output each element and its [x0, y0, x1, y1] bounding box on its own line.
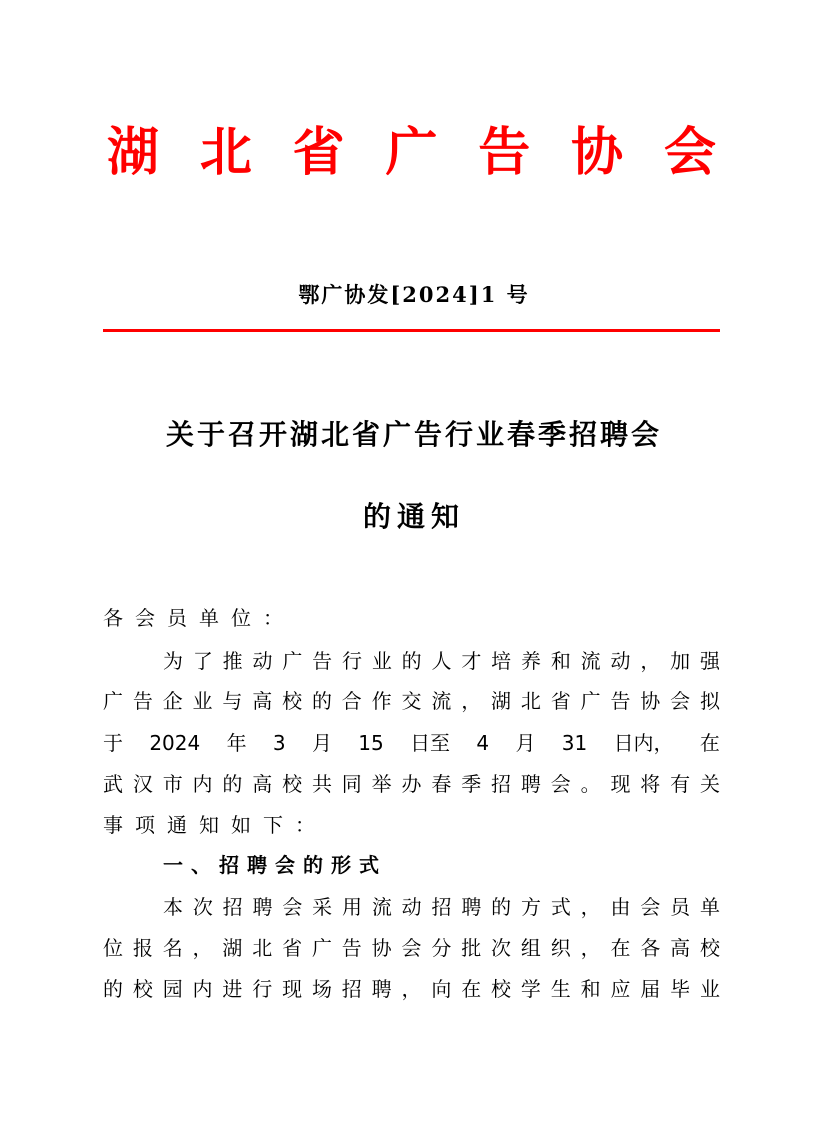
letterhead-char: 省: [292, 122, 345, 183]
letterhead-char: 告: [478, 122, 531, 183]
text-token: 日至: [410, 731, 451, 755]
document-title-line-1: 关于召开湖北省广告行业春季招聘会: [165, 418, 662, 451]
letterhead-char: 广: [385, 122, 438, 183]
text-token: 于: [103, 731, 123, 755]
letterhead-char: 湖: [106, 122, 159, 183]
paragraph-line: 广告企业与高校的合作交流，湖北省广告协会拟: [103, 689, 720, 713]
text-token: 日内，: [613, 731, 674, 755]
text-token: 15: [358, 731, 384, 755]
paragraph-line-date: [103, 723, 720, 763]
letterhead-char: 会: [663, 122, 716, 183]
red-divider-rule: [103, 329, 720, 332]
paragraph-line: 武汉市内的高校共同举办春季招聘会。现将有关: [103, 772, 720, 796]
text-token: 3: [272, 731, 286, 755]
letterhead-char: 协: [571, 122, 624, 183]
paragraph-line: 为了推动广告行业的人才培养和流动，加强: [163, 649, 720, 673]
paragraph-line: 本次招聘会采用流动招聘的方式，由会员单: [163, 895, 720, 919]
paragraph-line: 位报名，湖北省广告协会分批次组织，在各高校: [103, 936, 720, 960]
section-heading: 一、招聘会的形式: [163, 853, 387, 877]
text-token: 31: [561, 731, 588, 755]
text-token: 月: [311, 731, 332, 755]
letterhead-char: 北: [199, 122, 252, 183]
paragraph-line: 事项通知如下：: [103, 813, 327, 837]
organization-letterhead: [103, 118, 720, 188]
paragraph-line: 的校园内进行现场招聘，向在校学生和应届毕业: [103, 977, 720, 1001]
text-token: 年: [226, 731, 247, 755]
document-number: 鄂广协发[2024]1 号: [298, 282, 530, 307]
document-title-line-2: 的通知: [362, 500, 465, 533]
salutation: 各会员单位：: [103, 606, 295, 630]
text-token: 在: [699, 731, 720, 755]
text-token: 4: [476, 731, 490, 755]
text-token: 月: [515, 731, 536, 755]
text-token: 2024: [149, 731, 201, 755]
